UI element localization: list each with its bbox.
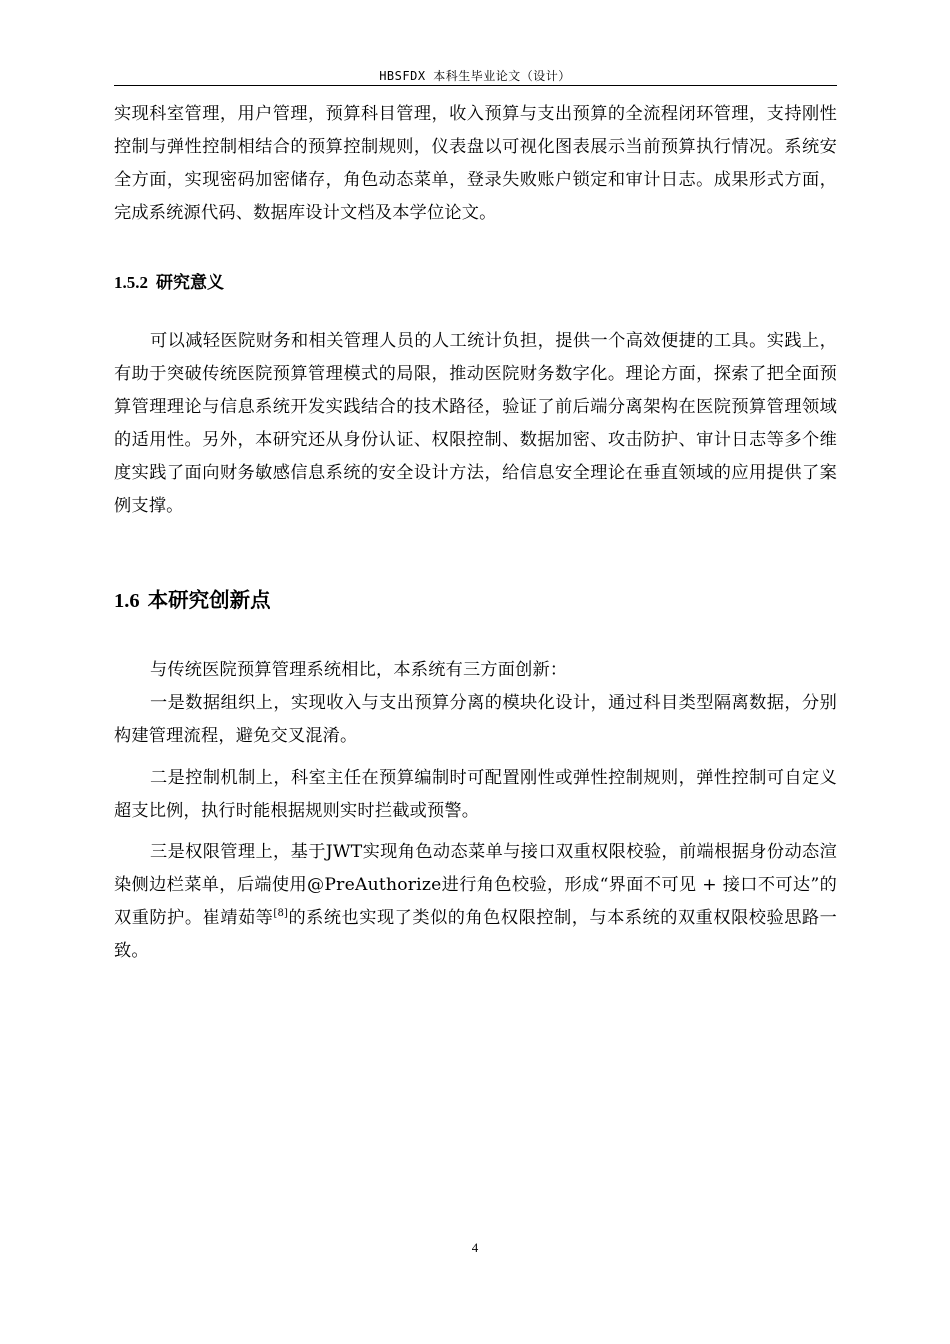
- paragraph-scope: 实现科室管理，用户管理，预算科目管理，收入预算与支出预算的全流程闭环管理，支持刚性控制与弹性控制相结合的预算控制规则，仪表盘以可视化图表展示当前预算执行情况。系统安全方面，实现密码加密储存，角色动态菜单，登录失败账户锁定和审计日志。成果形式方面，完成系统源代码、数据库设计文档及本学位论文。: [114, 104, 837, 223]
- page-number: 4: [471, 1240, 479, 1255]
- paragraph-text: 三是权限管理上，基于JWT实现角色动态菜单与接口双重权限校验，前端根据身份动态渲染侧边栏菜单，后端使用@PreAuthorize进行角色校验，形成“界面不可见 + 接口不可达”的双重防护。崔靖茹等: [114, 842, 837, 928]
- running-header: HBSFDX 本科生毕业论文（设计）: [379, 69, 571, 83]
- section-number: 1.6: [114, 590, 140, 612]
- section-title: 本研究创新点: [147, 588, 271, 612]
- paragraph-innovation-intro: 与传统医院预算管理系统相比，本系统有三方面创新：: [150, 660, 568, 680]
- section-heading-1-5-2: [114, 268, 224, 293]
- paragraph-text: 的系统也实现了类似的角色权限控制，与本系统的双重权限校验思路一致。: [114, 908, 837, 961]
- header-divider: [114, 85, 837, 86]
- paragraph-innovation-two: 二是控制机制上，科室主任在预算编制时可配置刚性或弹性控制规则，弹性控制可自定义超支比例，执行时能根据规则实时拦截或预警。: [114, 768, 837, 821]
- paragraph-innovation-one: 一是数据组织上，实现收入与支出预算分离的模块化设计，通过科目类型隔离数据，分别构建管理流程，避免交叉混淆。: [114, 693, 837, 746]
- paragraph-significance: 可以减轻医院财务和相关管理人员的人工统计负担，提供一个高效便捷的工具。实践上，有助于突破传统医院预算管理模式的局限，推动医院财务数字化。理论方面，探索了把全面预算管理理论与信息系统开发实践结合的技术路径，验证了前后端分离架构在医院预算管理领域的适用性。另外，本研究还从身份认证、权限控制、数据加密、攻击防护、审计日志等多个维度实践了面向财务敏感信息系统的安全设计方法，给信息安全理论在垂直领域的应用提供了案例支撑。: [114, 331, 837, 516]
- section-title: 研究意义: [156, 273, 224, 293]
- section-number: 1.5.2: [114, 273, 148, 292]
- citation-marker: [8]: [273, 908, 289, 919]
- paragraph-innovation-three: [114, 836, 837, 968]
- section-heading-1-6: [114, 583, 271, 613]
